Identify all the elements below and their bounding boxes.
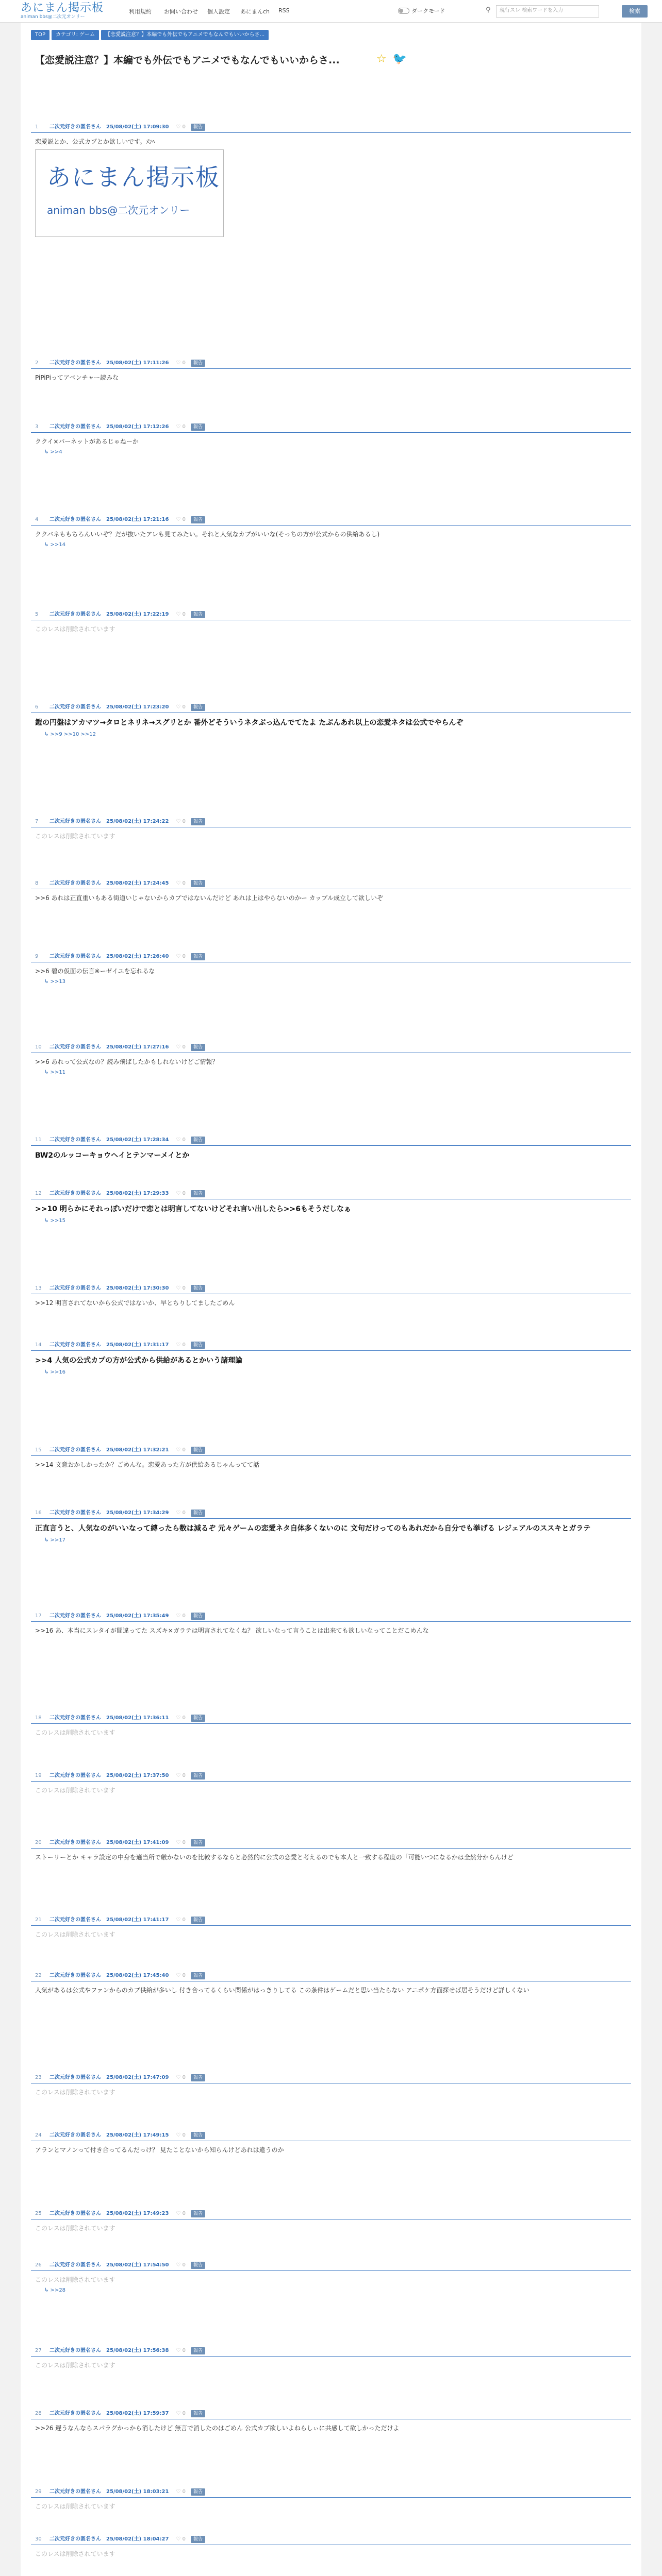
post-body: >>12 明言されてないから公式ではないか、早とちりしてましたごめん — [35, 1299, 235, 1307]
report-button[interactable]: 報告 — [191, 1772, 205, 1780]
poster-name: 二次元好きの匿名さん — [49, 1972, 101, 1978]
post-body: このレスは削除されています — [35, 2276, 115, 2283]
report-button[interactable]: 報告 — [191, 818, 205, 825]
post-number[interactable]: 8 — [35, 880, 39, 886]
post-body: >>6 あれは正直重いもある街道いじゃないからカプではないんだけど あれは上はやらないのかー カップル成立して欲しいぞ — [35, 894, 383, 902]
post-number[interactable]: 29 — [35, 2488, 42, 2495]
breadcrumb-top[interactable]: TOP — [31, 30, 49, 40]
post-14 — [31, 1340, 631, 1375]
nav-animanch[interactable]: あにまんch — [240, 8, 270, 15]
post-header — [31, 1445, 631, 1456]
like-count[interactable]: ♡ 0 — [176, 2536, 186, 2542]
post-body: ストーリーとか キャラ設定の中身を適当所で厳かないのを比較するならと必然的に公式の恋愛と考えるのでも本人と一致する程度の「可能いつになるかは全然分からんけど — [35, 1854, 514, 1861]
post-body: このレスは削除されています — [35, 1729, 115, 1736]
post-number[interactable]: 1 — [35, 124, 39, 130]
poster-name: 二次元好きの匿名さん — [49, 2536, 101, 2542]
like-count[interactable]: ♡ 0 — [176, 360, 186, 366]
post-date: 25/08/02(土) 17:24:22 — [106, 818, 169, 824]
like-count[interactable]: ♡ 0 — [176, 880, 186, 886]
post-header — [31, 2260, 631, 2271]
like-count[interactable]: ♡ 0 — [176, 1772, 186, 1778]
post-body: 正直言うと、人気なのがいいなって縛ったら数は減るぞ 元々ゲームの恋愛ネタ自体多くないのに 文句だけってのもあれだから自分でも挙げる レジェアルのススキとガラテ — [35, 1524, 591, 1533]
image-subtitle: animan bbs@二次元オンリー — [47, 204, 190, 216]
post-date: 25/08/02(土) 17:41:09 — [106, 1839, 169, 1845]
toggle-switch[interactable] — [398, 8, 409, 14]
post-header — [31, 609, 631, 620]
post-date: 25/08/02(土) 17:09:30 — [106, 124, 169, 130]
report-button[interactable]: 報告 — [191, 124, 205, 131]
post-17 — [31, 1611, 631, 1635]
poster-name: 二次元好きの匿名さん — [49, 1917, 101, 1923]
breadcrumb-thread[interactable]: 【恋愛説注意？】本編でも外伝でもアニメでもなんでもいいからさ... — [101, 30, 269, 40]
post-header — [31, 1914, 631, 1926]
post-8 — [31, 878, 631, 903]
post-number[interactable]: 20 — [35, 1839, 42, 1845]
post-header — [31, 2208, 631, 2219]
reply-links[interactable]: ↳ >>11 — [44, 1070, 66, 1075]
post-body: このレスは削除されています — [35, 2225, 115, 2232]
post-header — [31, 878, 631, 889]
poster-name: 二次元好きの匿名さん — [49, 1285, 101, 1291]
post-body: このレスは削除されています — [35, 2550, 115, 2557]
post-body: このレスは削除されています — [35, 2362, 115, 2369]
post-header — [31, 358, 631, 369]
post-28 — [31, 2408, 631, 2433]
post-date: 25/08/02(土) 18:03:21 — [106, 2488, 169, 2495]
post-12 — [31, 1188, 631, 1224]
main-content — [21, 23, 641, 2576]
like-count[interactable]: ♡ 0 — [176, 1839, 186, 1845]
post-date: 25/08/02(土) 17:27:16 — [106, 1044, 169, 1050]
poster-name: 二次元好きの匿名さん — [49, 953, 101, 959]
post-header — [31, 2345, 631, 2357]
report-button[interactable]: 報告 — [191, 1342, 205, 1349]
report-button[interactable]: 報告 — [191, 1044, 205, 1051]
poster-name: 二次元好きの匿名さん — [49, 1613, 101, 1619]
post-5 — [31, 609, 631, 634]
attached-image[interactable] — [35, 149, 224, 237]
post-20 — [31, 1837, 631, 1862]
top-bar — [0, 0, 662, 23]
post-16 — [31, 1507, 631, 1543]
post-number[interactable]: 15 — [35, 1447, 42, 1453]
like-count[interactable]: ♡ 0 — [176, 2262, 186, 2268]
post-header — [31, 1611, 631, 1622]
post-body: >>4 人気の公式カプの方が公式から供給があるとかいう諸理論 — [35, 1357, 243, 1365]
post-date: 25/08/02(土) 17:30:30 — [106, 1285, 169, 1291]
post-4 — [31, 514, 631, 548]
reply-links[interactable]: ↳ >>28 — [44, 2287, 66, 2293]
post-body: このレスは削除されています — [35, 1787, 115, 1794]
post-7 — [31, 816, 631, 841]
post-27 — [31, 2345, 631, 2370]
post-date: 25/08/02(土) 17:22:19 — [106, 611, 169, 617]
post-date: 25/08/02(土) 17:12:26 — [106, 423, 169, 430]
report-button[interactable]: 報告 — [191, 1285, 205, 1292]
post-15 — [31, 1445, 631, 1469]
post-body: 鎧の円盤はアカマツ→タロとネリネ→スグリとか 番外どそういうネタぶっ込んでてたよ たぶんあれ以上の恋愛ネタは公式でやらんぞ — [35, 719, 464, 727]
post-date: 25/08/02(土) 17:36:11 — [106, 1715, 169, 1721]
post-10 — [31, 1042, 631, 1075]
reply-links[interactable]: ↳ >>4 — [44, 449, 62, 455]
poster-name: 二次元好きの匿名さん — [49, 611, 101, 617]
post-30 — [31, 2534, 631, 2558]
post-3 — [31, 421, 631, 455]
post-body: 恋愛説とか、公式カプとか欲しいです。ﾒﾝﾍ あにまん掲示板 animan bbs@二次元オンリー — [31, 133, 631, 237]
post-body: ククバネももちろんいいぞ？だが抜いたアレも見てみたい。それと人気なカプがいいな(そっちの方が公式からの供給あるし) — [35, 531, 380, 538]
report-button[interactable]: 報告 — [191, 1190, 205, 1197]
post-13 — [31, 1283, 631, 1308]
post-number[interactable]: 16 — [35, 1510, 42, 1516]
report-button[interactable]: 報告 — [191, 1137, 205, 1144]
post-date: 25/08/02(土) 17:26:40 — [106, 953, 169, 959]
poster-name: 二次元好きの匿名さん — [49, 704, 101, 710]
post-9 — [31, 951, 631, 985]
post-date: 25/08/02(土) 17:35:49 — [106, 1613, 169, 1619]
post-number[interactable]: 14 — [35, 1342, 42, 1348]
post-number[interactable]: 30 — [35, 2536, 42, 2542]
poster-name: 二次元好きの匿名さん — [49, 2074, 101, 2080]
post-number[interactable]: 10 — [35, 1044, 42, 1050]
post-number[interactable]: 26 — [35, 2262, 42, 2268]
like-count[interactable]: ♡ 0 — [176, 124, 186, 130]
like-count[interactable]: ♡ 0 — [176, 1342, 186, 1348]
post-date: 25/08/02(土) 17:29:33 — [106, 1190, 169, 1196]
post-header — [31, 2130, 631, 2141]
report-button[interactable]: 報告 — [191, 516, 205, 523]
like-count[interactable]: ♡ 0 — [176, 1510, 186, 1516]
post-header — [31, 1134, 631, 1146]
post-body: ククイ×バーネットがあるじゃねーか — [35, 438, 139, 445]
post-header — [31, 1042, 631, 1053]
breadcrumb — [31, 30, 269, 40]
report-button[interactable]: 報告 — [191, 2132, 205, 2139]
poster-name: 二次元好きの匿名さん — [49, 2132, 101, 2138]
post-date: 25/08/02(土) 17:56:38 — [106, 2347, 169, 2353]
post-body: >>26 遅うなんならスパラグかっから消したけど 無言で消したのはごめん 公式カプ欲しいよねらしぃに共感して欲しかっただけよ — [35, 2425, 400, 2432]
report-button[interactable]: 報告 — [191, 2074, 205, 2081]
post-header — [31, 702, 631, 713]
report-button[interactable]: 報告 — [191, 704, 205, 711]
twitter-bird-icon[interactable]: 🐦 — [392, 53, 407, 65]
post-22 — [31, 1970, 631, 1995]
poster-name: 二次元好きの匿名さん — [49, 880, 101, 886]
poster-name: 二次元好きの匿名さん — [49, 2347, 101, 2353]
post-header — [31, 1507, 631, 1519]
post-body: アランとマノンって付き合ってるんだっけ？ 見たことないから知らんけどあれは違うのか — [35, 2146, 284, 2154]
search-prefix: 現行スレ — [500, 8, 520, 13]
like-count[interactable]: ♡ 0 — [176, 2488, 186, 2495]
post-date: 25/08/02(土) 17:21:16 — [106, 516, 169, 522]
post-number[interactable]: 7 — [35, 818, 39, 824]
post-body: >>16 あ、本当にスレタイが間違ってた スズキ×ガラテは明言されてなくね？ 欲しいなって言うことは出来ても欲しいなってことだこめんな — [35, 1627, 429, 1634]
post-date: 25/08/02(土) 17:11:26 — [106, 360, 169, 366]
post-number[interactable]: 2 — [35, 360, 39, 366]
like-count[interactable]: ♡ 0 — [176, 516, 186, 522]
poster-name: 二次元好きの匿名さん — [49, 1839, 101, 1845]
report-button[interactable]: 報告 — [191, 1447, 205, 1454]
report-button[interactable]: 報告 — [191, 2347, 205, 2354]
like-count[interactable]: ♡ 0 — [176, 1972, 186, 1978]
post-header — [31, 2072, 631, 2083]
post-body: このレスは削除されています — [35, 625, 115, 633]
reply-links[interactable]: ↳ >>17 — [44, 1537, 66, 1543]
post-29 — [31, 2486, 631, 2511]
post-header — [31, 1283, 631, 1294]
like-count[interactable]: ♡ 0 — [176, 1447, 186, 1453]
post-number[interactable]: 21 — [35, 1917, 42, 1923]
post-11 — [31, 1134, 631, 1161]
poster-name: 二次元好きの匿名さん — [49, 2488, 101, 2495]
site-logo[interactable] — [21, 2, 113, 21]
poster-name: 二次元好きの匿名さん — [49, 2210, 101, 2216]
like-count[interactable]: ♡ 0 — [176, 2210, 186, 2216]
like-count[interactable]: ♡ 0 — [176, 1285, 186, 1291]
post-date: 25/08/02(土) 17:32:21 — [106, 1447, 169, 1453]
post-number[interactable]: 22 — [35, 1972, 42, 1978]
like-count[interactable]: ♡ 0 — [176, 704, 186, 710]
like-count[interactable]: ♡ 0 — [176, 611, 186, 617]
post-number[interactable]: 4 — [35, 516, 39, 522]
post-number[interactable]: 18 — [35, 1715, 42, 1721]
poster-name: 二次元好きの匿名さん — [49, 1447, 101, 1453]
like-count[interactable]: ♡ 0 — [176, 2074, 186, 2080]
poster-name: 二次元好きの匿名さん — [49, 1044, 101, 1050]
like-count[interactable]: ♡ 0 — [176, 423, 186, 430]
post-header — [31, 951, 631, 962]
post-number[interactable]: 24 — [35, 2132, 42, 2138]
post-date: 25/08/02(土) 17:47:09 — [106, 2074, 169, 2080]
favorite-star-icon[interactable]: ☆ — [376, 53, 387, 65]
post-header — [31, 122, 631, 133]
post-23 — [31, 2072, 631, 2097]
report-button[interactable]: 報告 — [191, 2536, 205, 2543]
post-21 — [31, 1914, 631, 1939]
report-button[interactable]: 報告 — [191, 2410, 205, 2417]
like-count[interactable]: ♡ 0 — [176, 818, 186, 824]
report-button[interactable]: 報告 — [191, 423, 205, 431]
post-body: >>6 あれって公式なの？読み飛ばしたかもしれないけどご情報？ — [35, 1058, 219, 1065]
post-header — [31, 1837, 631, 1849]
report-button[interactable]: 報告 — [191, 1972, 205, 1979]
poster-name: 二次元好きの匿名さん — [49, 1137, 101, 1143]
reply-links[interactable]: ↳ >>15 — [44, 1218, 66, 1224]
poster-name: 二次元好きの匿名さん — [49, 2262, 101, 2268]
post-date: 25/08/02(土) 17:23:20 — [106, 704, 169, 710]
like-count[interactable]: ♡ 0 — [176, 1715, 186, 1721]
nav-rss[interactable]: RSS — [278, 7, 290, 14]
post-date: 25/08/02(土) 17:54:50 — [106, 2262, 169, 2268]
post-header — [31, 514, 631, 526]
post-number[interactable]: 23 — [35, 2074, 42, 2080]
poster-name: 二次元好きの匿名さん — [49, 360, 101, 366]
like-count[interactable]: ♡ 0 — [176, 1190, 186, 1196]
poster-name: 二次元好きの匿名さん — [49, 818, 101, 824]
image-title: あにまん掲示板 — [47, 163, 220, 191]
post-body: BW2のルッコーキョウヘイとテンマーメイとか — [35, 1151, 190, 1160]
like-count[interactable]: ♡ 0 — [176, 953, 186, 959]
post-number[interactable]: 25 — [35, 2210, 42, 2216]
report-button[interactable]: 報告 — [191, 953, 205, 960]
report-button[interactable]: 報告 — [191, 1839, 205, 1846]
post-date: 25/08/02(土) 17:24:45 — [106, 880, 169, 886]
post-body: >>6 碧の仮面の伝言※ーゼイユを忘れるな — [35, 968, 155, 975]
post-24 — [31, 2130, 631, 2155]
post-19 — [31, 1770, 631, 1795]
reply-links[interactable]: ↳ >>9 >>10 >>12 — [44, 732, 96, 737]
report-button[interactable]: 報告 — [191, 2262, 205, 2269]
post-2 — [31, 358, 631, 382]
like-count[interactable]: ♡ 0 — [176, 1917, 186, 1923]
darkmode-label: ダークモード — [411, 8, 445, 14]
nav-settings[interactable]: 個人設定 — [207, 8, 230, 15]
report-button[interactable]: 報告 — [191, 360, 205, 367]
post-header — [31, 2408, 631, 2419]
post-date: 25/08/02(土) 17:31:17 — [106, 1342, 169, 1348]
logo-main-text: あにまん掲示板 — [21, 2, 104, 14]
post-date: 25/08/02(土) 18:04:27 — [106, 2536, 169, 2542]
post-body: >>10 明らかにそれっぽいだけで恋とは明言してないけどそれ言い出したら>>6もそうだしなぁ — [35, 1205, 352, 1213]
poster-name: 二次元好きの匿名さん — [49, 516, 101, 522]
poster-name: 二次元好きの匿名さん — [49, 1715, 101, 1721]
post-body: このレスは削除されています — [35, 1931, 115, 1938]
report-button[interactable]: 報告 — [191, 1510, 205, 1517]
darkmode-toggle[interactable] — [398, 7, 445, 15]
post-date: 25/08/02(土) 17:59:37 — [106, 2410, 169, 2416]
post-date: 25/08/02(土) 17:34:29 — [106, 1510, 169, 1516]
post-number[interactable]: 19 — [35, 1772, 42, 1778]
search-input[interactable] — [496, 5, 599, 18]
reply-links[interactable]: ↳ >>13 — [44, 979, 66, 985]
nav-contact[interactable]: お問い合わせ — [164, 8, 198, 15]
post-body: >>14 文意おかしかったか？ごめんな。恋愛あった方が供給あるじゃんってて話 — [35, 1461, 260, 1468]
title-icons — [376, 53, 407, 65]
poster-name: 二次元好きの匿名さん — [49, 423, 101, 430]
like-count[interactable]: ♡ 0 — [176, 1137, 186, 1143]
post-number[interactable]: 12 — [35, 1190, 42, 1196]
post-number[interactable]: 11 — [35, 1137, 42, 1143]
post-number[interactable]: 28 — [35, 2410, 42, 2416]
search-button[interactable]: 検索 — [622, 5, 648, 18]
poster-name: 二次元好きの匿名さん — [49, 124, 101, 130]
post-header — [31, 421, 631, 433]
like-count[interactable]: ♡ 0 — [176, 1613, 186, 1619]
like-count[interactable]: ♡ 0 — [176, 2410, 186, 2416]
post-number[interactable]: 6 — [35, 704, 39, 710]
report-button[interactable]: 報告 — [191, 2210, 205, 2217]
post-body: 人気があるは公式やファンからのカプ供給が多いし 付き合ってるくらい関係がはっきりしてる この条件はゲームだと思い当たらない アニポケ方面探せば居そうだけど詳しくない — [35, 1987, 529, 1994]
post-number[interactable]: 17 — [35, 1613, 42, 1619]
reply-links[interactable]: ↳ >>16 — [44, 1369, 66, 1375]
post-number[interactable]: 27 — [35, 2347, 42, 2353]
post-number[interactable]: 9 — [35, 953, 39, 959]
logo-sub-text: animan bbs@二次元オンリー — [21, 14, 85, 20]
post-1 — [31, 122, 631, 237]
post-date: 25/08/02(土) 17:37:50 — [106, 1772, 169, 1778]
post-6 — [31, 702, 631, 737]
poster-name: 二次元好きの匿名さん — [49, 2410, 101, 2416]
post-header — [31, 1970, 631, 1981]
report-button[interactable]: 報告 — [191, 880, 205, 887]
report-button[interactable]: 報告 — [191, 1613, 205, 1620]
reply-links[interactable]: ↳ >>14 — [44, 542, 66, 548]
post-header — [31, 1188, 631, 1199]
thread-title: 【恋愛説注意？】本編でも外伝でもアニメでもなんでもいいからさ... — [35, 55, 340, 66]
post-header — [31, 1770, 631, 1782]
post-date: 25/08/02(土) 17:49:15 — [106, 2132, 169, 2138]
post-body: このレスは削除されています — [35, 833, 115, 840]
like-count[interactable]: ♡ 0 — [176, 2347, 186, 2353]
poster-name: 二次元好きの匿名さん — [49, 1772, 101, 1778]
post-body: PiPiPiってアベンチャー読みな — [35, 374, 119, 381]
report-button[interactable]: 報告 — [191, 1917, 205, 1924]
post-date: 25/08/02(土) 17:49:23 — [106, 2210, 169, 2216]
nav-terms[interactable]: 利用規約 — [129, 8, 152, 15]
post-header — [31, 2486, 631, 2498]
post-number[interactable]: 3 — [35, 423, 39, 430]
post-header — [31, 816, 631, 827]
post-body: このレスは削除されています — [35, 2503, 115, 2510]
like-count[interactable]: ♡ 0 — [176, 1044, 186, 1050]
post-date: 25/08/02(土) 17:45:40 — [106, 1972, 169, 1978]
report-button[interactable]: 報告 — [191, 611, 205, 618]
breadcrumb-category[interactable]: カテゴリ: ゲーム — [52, 30, 99, 40]
report-button[interactable]: 報告 — [191, 2488, 205, 2496]
post-date: 25/08/02(土) 17:41:17 — [106, 1917, 169, 1923]
post-header — [31, 1713, 631, 1724]
post-number[interactable]: 5 — [35, 611, 39, 617]
search-placeholder: 検索ワードを入力 — [522, 8, 564, 13]
post-header — [31, 1340, 631, 1351]
post-body: このレスは削除されています — [35, 2089, 115, 2096]
like-count[interactable]: ♡ 0 — [176, 2132, 186, 2138]
post-number[interactable]: 13 — [35, 1285, 42, 1291]
post-26 — [31, 2260, 631, 2293]
poster-name: 二次元好きの匿名さん — [49, 1342, 101, 1348]
post-18 — [31, 1713, 631, 1737]
report-button[interactable]: 報告 — [191, 1715, 205, 1722]
poster-name: 二次元好きの匿名さん — [49, 1510, 101, 1516]
post-date: 25/08/02(土) 17:28:34 — [106, 1137, 169, 1143]
poster-name: 二次元好きの匿名さん — [49, 1190, 101, 1196]
post-25 — [31, 2208, 631, 2233]
post-header — [31, 2534, 631, 2545]
search-icon: ⚲ — [486, 6, 491, 14]
